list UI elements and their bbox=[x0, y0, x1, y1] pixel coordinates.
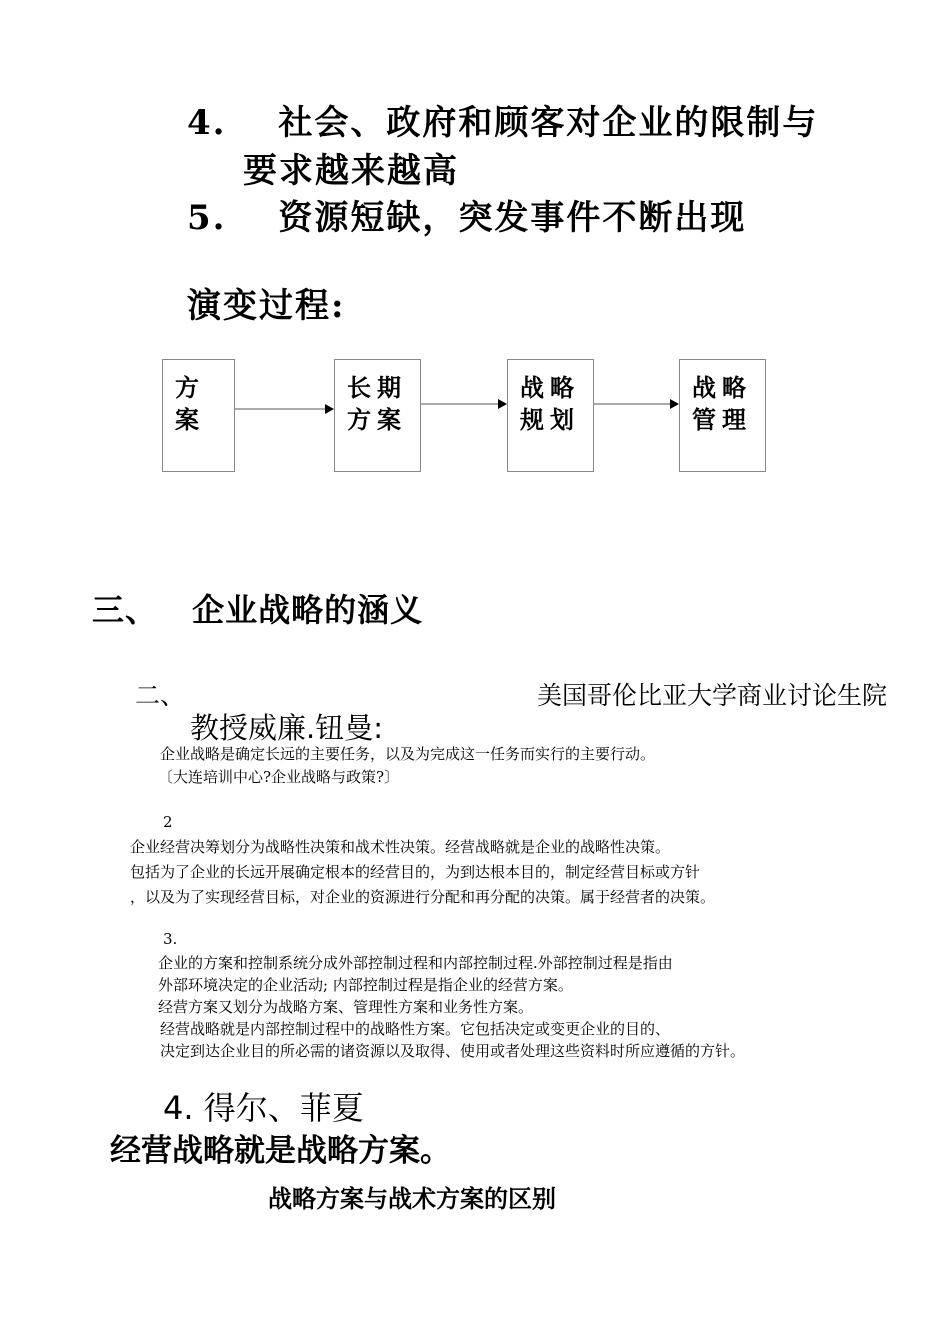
section-heading bbox=[92, 585, 423, 631]
section-title: 企业战略的涵义 bbox=[192, 591, 424, 629]
flow-box-line: 案 bbox=[175, 405, 205, 434]
list-item-4-continuation: 要求越来越高 bbox=[243, 151, 459, 191]
section-number: 三、 bbox=[92, 591, 159, 629]
list-text: 资源短缺，突发事件不断出现 bbox=[278, 198, 747, 238]
list-text: 社会、政府和顾客对企业的限制与 bbox=[278, 103, 819, 143]
flow-arrows bbox=[0, 0, 950, 600]
definition-1-line: 企业战略是确定长远的主要任务，以及为完成这一任务而实行的主要行动。 bbox=[160, 745, 656, 763]
definition-2-line: ，以及为了实现经营目标，对企业的资源进行分配和再分配的决策。属于经营者的决策。 bbox=[130, 888, 716, 906]
definition-1-citation: 〔大连培训中心?企业战略与政策?〕 bbox=[158, 768, 400, 786]
definition-3-line: 决定到达企业目的所必需的诸资源以及取得、使用或者处理这些资料时所应遵循的方针。 bbox=[160, 1042, 746, 1060]
arrowhead-icon bbox=[498, 399, 507, 409]
definition-3-line: 企业的方案和控制系统分成外部控制过程和内部控制过程.外部控制过程是指由 bbox=[158, 954, 673, 972]
arrowhead-icon bbox=[670, 399, 679, 409]
definition-2-line: 企业经营决筹划分为战略性决策和战术性决策。经营战略就是企业的战略性决策。 bbox=[130, 838, 671, 856]
list-number: 4. bbox=[187, 103, 227, 143]
list-number: 5. bbox=[187, 198, 227, 238]
definition-3-number: 3. bbox=[163, 930, 178, 948]
arrowhead-icon bbox=[325, 404, 334, 414]
definition-1-author: 教授威廉.钮曼: bbox=[190, 711, 383, 745]
evolution-title: 演变过程: bbox=[187, 286, 346, 326]
definition-4-statement: 经营战略就是战略方案。 bbox=[110, 1133, 451, 1169]
table-title: 战略方案与战术方案的区别 bbox=[268, 1185, 556, 1213]
flow-box-line: 规划 bbox=[520, 405, 580, 434]
definition-2-line: 包括为了企业的长远开展确定根本的经营目的，为到达根本目的，制定经营目标或方针 bbox=[130, 863, 701, 881]
flow-box-line: 方案 bbox=[347, 405, 407, 434]
definition-3-line: 外部环境决定的企业活动; 内部控制过程是指企业的经营方案。 bbox=[158, 976, 573, 994]
definition-3-line: 经营方案又划分为战略方案、管理性方案和业务性方案。 bbox=[158, 998, 534, 1016]
flow-box-line: 方 bbox=[175, 373, 205, 402]
definition-1-number: 二、 bbox=[135, 681, 186, 710]
definition-4-heading bbox=[163, 1083, 364, 1129]
flow-box-line: 长期 bbox=[347, 373, 407, 402]
flow-box-line: 战略 bbox=[520, 373, 580, 402]
flow-box-line: 战略 bbox=[692, 373, 752, 402]
definition-4-number: 4. bbox=[163, 1089, 194, 1127]
definition-1-source: 美国哥伦比亚大学商业讨论生院 bbox=[537, 681, 888, 710]
flow-box-line: 管理 bbox=[692, 405, 752, 434]
definition-4-author: 得尔、菲夏 bbox=[203, 1089, 364, 1127]
definition-2-number: 2 bbox=[163, 813, 173, 831]
definition-3-line: 经营战略就是内部控制过程中的战略性方案。它包括决定或变更企业的目的、 bbox=[160, 1020, 671, 1038]
